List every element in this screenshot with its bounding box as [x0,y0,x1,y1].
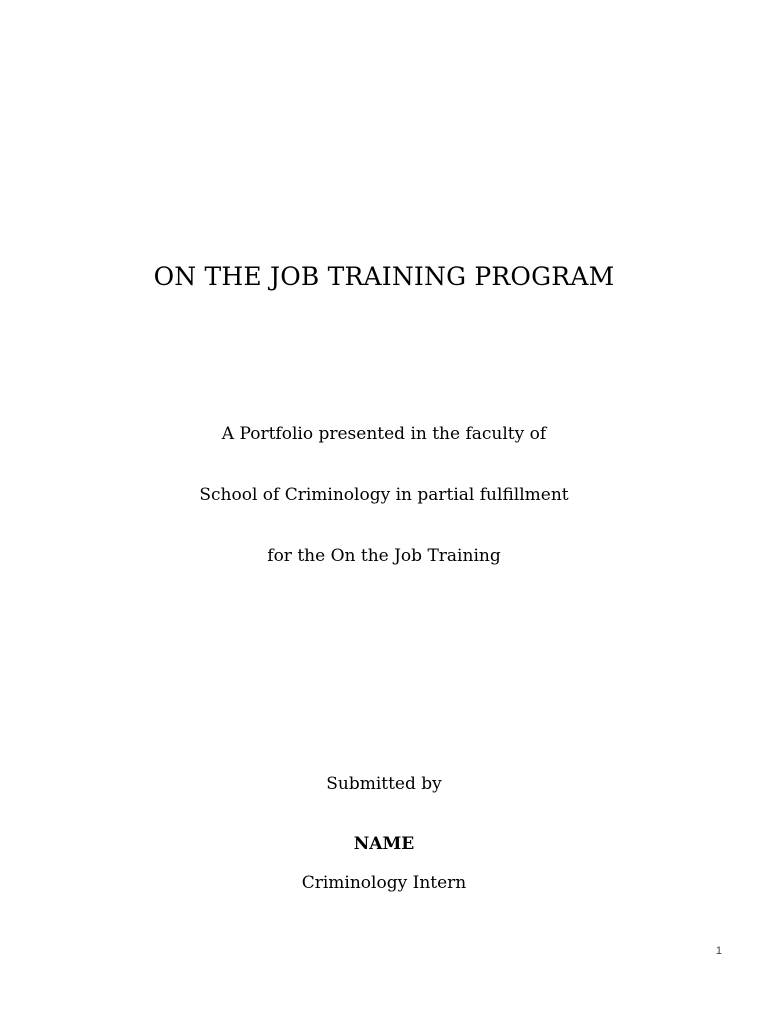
submitted-by-label: Submitted by [326,774,442,794]
submitter-role: Criminology Intern [301,873,467,893]
submitter-name: NAME [353,834,415,854]
description-line-3: for the On the Job Training [267,546,501,566]
description-line-1: A Portfolio presented in the faculty of [221,424,547,444]
page-number: 1 [715,945,722,957]
document-title: ON THE JOB TRAINING PROGRAM [153,262,615,291]
description-line-2: School of Criminology in partial fulfillment [199,485,569,505]
